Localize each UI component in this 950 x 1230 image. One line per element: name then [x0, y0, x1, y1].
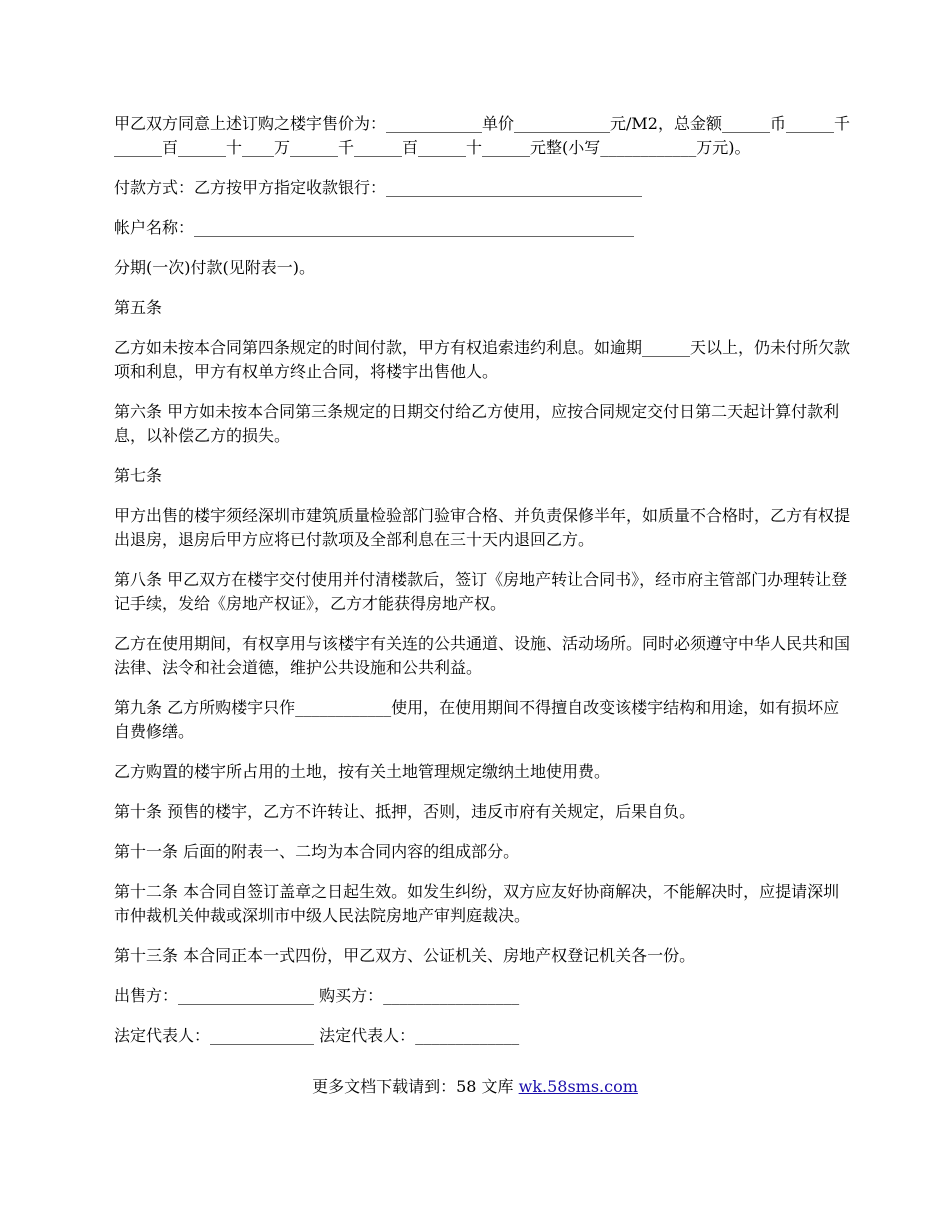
article-13: 第十三条 本合同正本一式四份，甲乙双方、公证机关、房地产权登记机关各一份。: [114, 946, 696, 965]
document-body: [114, 112, 854, 1064]
footer: [0, 1075, 950, 1099]
account-name: 帐户名称：_______________________________________________________: [114, 218, 635, 237]
price-clause: 甲乙双方同意上述订购之楼宇售价为：____________单价____________元/M2，总金额______币______千______百______十____万______千______百______十______元整(小写____________万元)。: [114, 114, 850, 157]
article-5-text: 乙方如未按本合同第四条规定的时间付款，甲方有权追索违约利息。如逾期______天以上，仍未付所欠款项和利息，甲方有权单方终止合同，将楼宇出售他人。: [114, 338, 851, 381]
land-use-fee: 乙方购置的楼宇所占用的土地，按有关土地管理规定缴纳土地使用费。: [114, 762, 611, 781]
article-9: 第九条 乙方所购楼宇只作____________使用，在使用期间不得擅自改变该楼宇结构和用途，如有损坏应自费修缮。: [114, 698, 840, 741]
signature-parties: 出售方：_________________ 购买方：_________________: [114, 986, 520, 1005]
article-8: 第八条 甲乙双方在楼宇交付使用并付清楼款后，签订《房地产转让合同书》，经市府主管部门办理转让登记手续，发给《房地产权证》，乙方才能获得房地产权。: [114, 570, 848, 613]
article-11: 第十一条 后面的附表一、二均为本合同内容的组成部分。: [114, 842, 520, 861]
footer-text: 更多文档下载请到：58 文库: [312, 1077, 519, 1096]
payment-method: 付款方式：乙方按甲方指定收款银行：________________________________: [114, 178, 643, 197]
article-6: 第六条 甲方如未按本合同第三条规定的日期交付给乙方使用，应按合同规定交付日第二天起计算付款利息，以补偿乙方的损失。: [114, 402, 840, 445]
installment-note: 分期(一次)付款(见附表一)。: [114, 258, 315, 277]
article-12: 第十二条 本合同自签订盖章之日起生效。如发生纠纷，双方应友好协商解决，不能解决时，应提请深圳市仲裁机关仲裁或深圳市中级人民法院房地产审判庭裁决。: [114, 882, 840, 925]
footer-link[interactable]: wk.58sms.com: [518, 1077, 638, 1096]
article-7-text: 甲方出售的楼宇须经深圳市建筑质量检验部门验审合格、并负责保修半年，如质量不合格时，乙方有权提出退房，退房后甲方应将已付款项及全部利息在三十天内退回乙方。: [114, 506, 851, 549]
signature-representatives: 法定代表人：_____________ 法定代表人：_____________: [114, 1026, 520, 1045]
article-5-heading: 第五条: [114, 298, 163, 317]
usage-rights: 乙方在使用期间，有权享用与该楼宇有关连的公共通道、设施、活动场所。同时必须遵守中华人民共和国法律、法令和社会道德，维护公共设施和公共利益。: [114, 634, 851, 677]
article-10: 第十条 预售的楼宇，乙方不许转让、抵押，否则，违反市府有关规定，后果自负。: [114, 802, 696, 821]
article-7-heading: 第七条: [114, 466, 163, 485]
